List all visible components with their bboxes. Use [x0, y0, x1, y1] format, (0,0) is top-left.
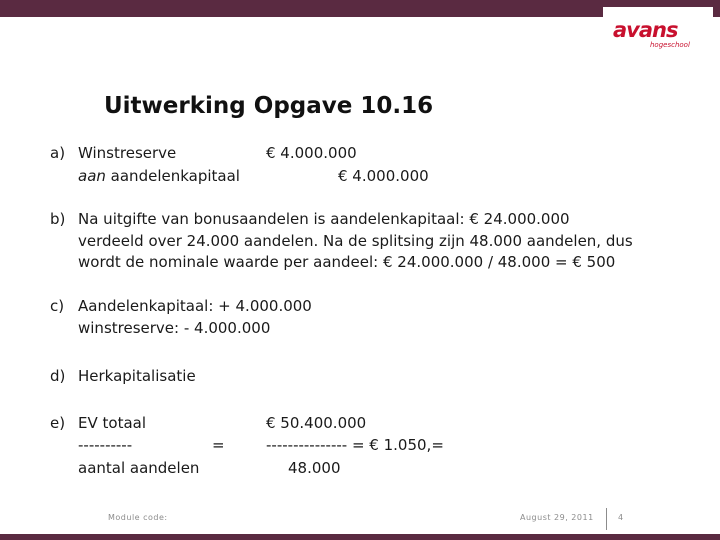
- item-e-denominator-value: 48.000: [288, 459, 341, 477]
- item-a-label: a): [50, 144, 66, 162]
- item-a-aan: aan: [78, 167, 106, 185]
- footer-divider: [606, 508, 607, 530]
- item-a-credit-account-name: aandelenkapitaal: [110, 167, 240, 185]
- footer-page-number: 4: [618, 513, 624, 522]
- item-e-equals: =: [212, 436, 225, 454]
- item-c-line-2: winstreserve: - 4.000.000: [78, 319, 271, 337]
- item-e-left-dashes: ----------: [78, 436, 133, 454]
- logo-subtitle: hogeschool: [650, 41, 690, 49]
- item-b-line-1: Na uitgifte van bonusaandelen is aandelenkapitaal: € 24.000.000: [78, 210, 570, 228]
- item-a-credit-account: [78, 169, 240, 184]
- item-e-numerator-value: € 50.400.000: [266, 414, 367, 432]
- item-a-debit-account: Winstreserve: [78, 144, 177, 162]
- item-a-credit-amount: € 4.000.000: [338, 167, 429, 185]
- item-e-numerator-label: EV totaal: [78, 414, 146, 432]
- item-d-line-1: Herkapitalisatie: [78, 367, 196, 385]
- avans-logo: [603, 7, 713, 53]
- item-e-result: --------------- = € 1.050,=: [266, 436, 444, 454]
- bottom-bar: [0, 534, 720, 540]
- item-c-label: c): [50, 297, 65, 315]
- item-b-label: b): [50, 210, 66, 228]
- item-a-debit-amount: € 4.000.000: [266, 144, 357, 162]
- item-b-line-2: verdeeld over 24.000 aandelen. Na de splitsing zijn 48.000 aandelen, dus: [78, 232, 633, 250]
- footer-module-code: Module code:: [108, 513, 168, 522]
- item-e-label: e): [50, 414, 66, 432]
- item-d-label: d): [50, 367, 66, 385]
- footer-date: August 29, 2011: [520, 513, 594, 522]
- slide-title: Uitwerking Opgave 10.16: [104, 93, 434, 119]
- item-b-line-3: wordt de nominale waarde per aandeel: € 24.000.000 / 48.000 = € 500: [78, 253, 616, 271]
- item-e-denominator-label: aantal aandelen: [78, 459, 200, 477]
- item-c-line-1: Aandelenkapitaal: + 4.000.000: [78, 297, 312, 315]
- logo-wordmark: avans: [613, 18, 678, 42]
